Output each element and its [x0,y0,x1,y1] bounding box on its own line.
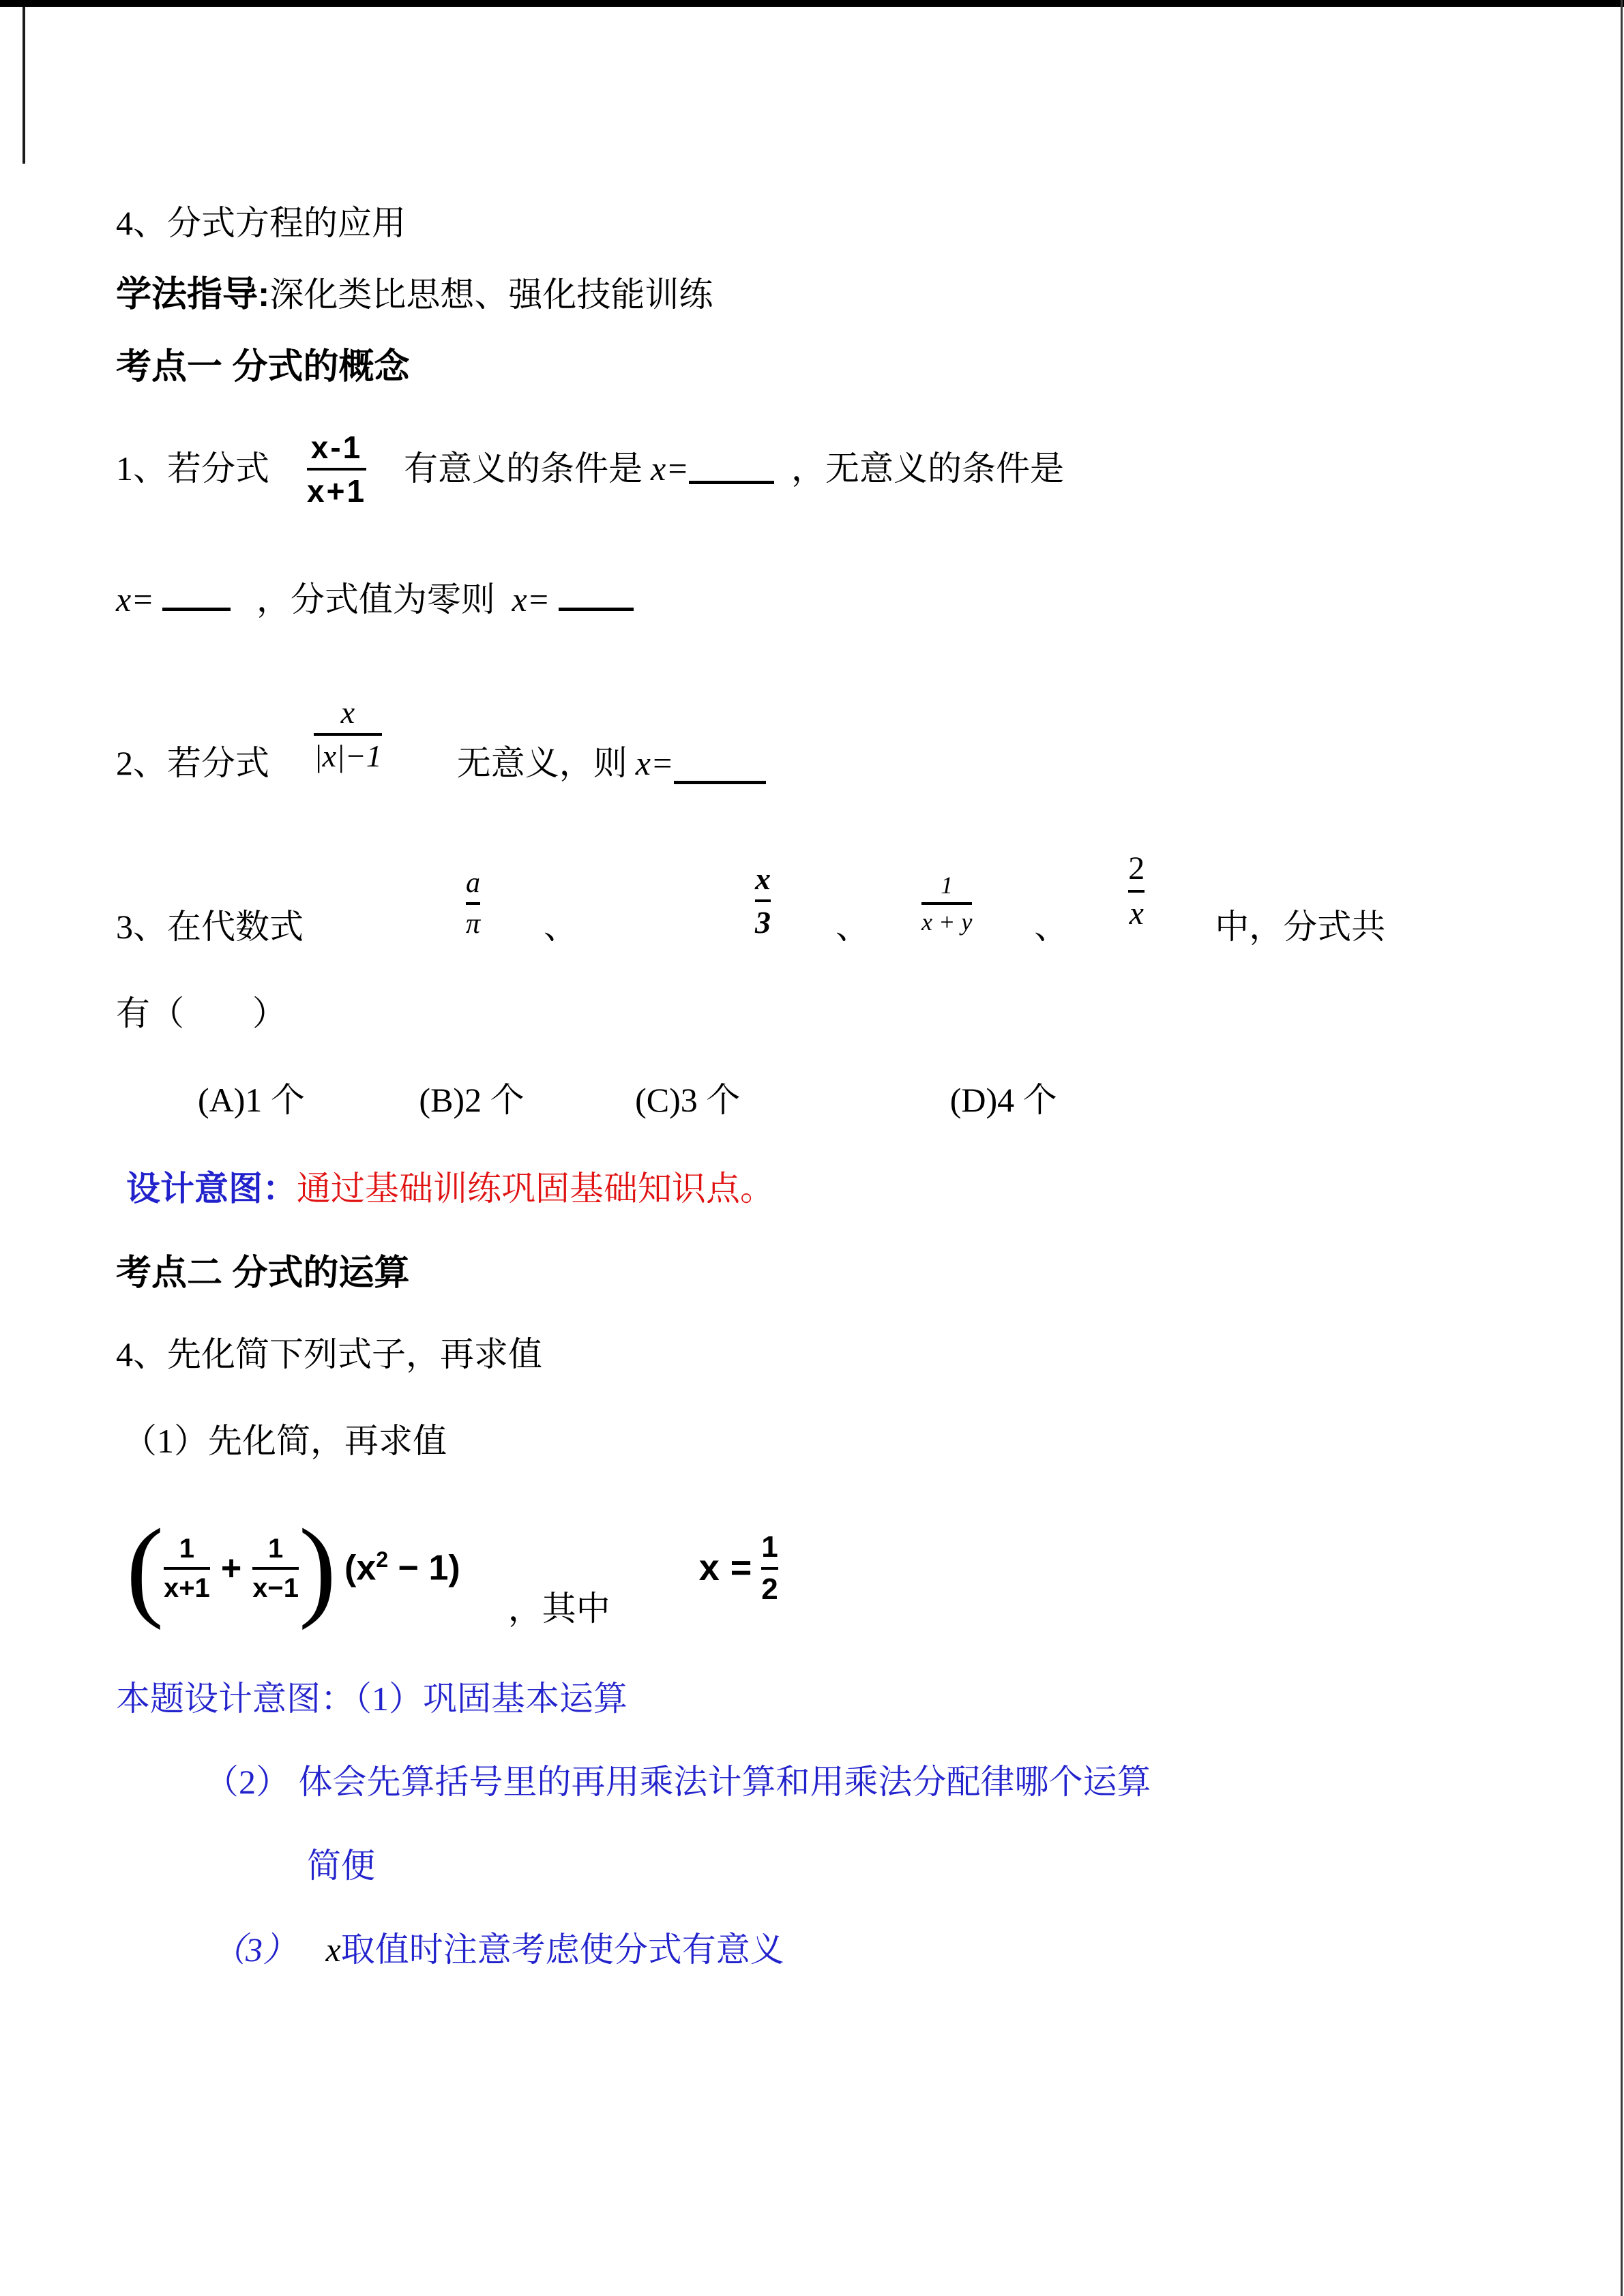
poly-exponent: 2 [376,1547,389,1572]
formula-frac1-denominator: x+1 [163,1573,210,1603]
q1-fraction [307,429,367,509]
q3-frac2-bar [755,899,771,902]
design-intent-label: 设计意图： [126,1169,297,1208]
section1-title-text: 考点一 分式的概念 [116,347,410,387]
q2-fraction [314,697,382,772]
formula-where-text: ，其中 [507,1589,610,1628]
blank-underline [674,754,766,784]
poly-base: (x [344,1548,377,1588]
q4-intent-line3-text: 简便 [307,1847,375,1885]
x-variable: x [698,1547,720,1589]
question1-line2 [116,578,634,621]
blank-underline [559,580,634,611]
formula-frac2-numerator: 1 [267,1534,284,1564]
question4-formula [126,1507,778,1630]
q3-frac3-numerator: 1 [941,871,954,899]
question1-line1 [116,406,1064,532]
q2-prefix: 2、若分式 [116,743,269,782]
q3-frac4-denominator: x [1129,895,1144,931]
study-guide-line [116,273,713,317]
q3-frac2-denominator: 3 [755,905,771,940]
formula-frac2-denominator: x−1 [252,1573,299,1603]
q4-intent-line4 [211,1928,784,1971]
q3-frac1-bar [466,902,480,905]
q1-fraction-bar [307,468,366,471]
option-a: (A)1 个 [198,1081,305,1119]
q1-condition2: ，无意义的条件是 [791,449,1064,488]
q3-frac4-numerator: 2 [1128,850,1145,886]
intro-item-text: 4、分式方程的应用 [116,204,406,242]
q3-separator-3: 、 [1034,907,1069,946]
q4-sub1-text: （1）先化简，再求值 [123,1422,447,1460]
formula-frac1-bar [164,1567,210,1570]
formula-frac2-bar [252,1567,299,1570]
q4-intent-line4-number: （3） [211,1930,297,1969]
blank-underline [689,453,774,484]
q1-fraction-denominator: x+1 [307,473,367,509]
section2-title-text: 考点二 分式的运算 [116,1253,410,1293]
q3-answer-paren: 有（ ） [116,994,286,1032]
x-value-numerator: 1 [761,1530,778,1564]
option-b: (B)2 个 [419,1081,525,1119]
right-border-line [1621,0,1623,2296]
q4-intent-line4-text: 取值时注意考虑使分式有意义 [340,1930,784,1969]
q3-frac4-bar [1128,890,1145,893]
top-border-line [0,0,1624,7]
formula-fraction-2 [252,1535,299,1602]
design-intent-text: 通过基础训练巩固基础知识点。 [297,1169,774,1208]
x-value-denominator: 2 [761,1572,778,1606]
q4-intent-line2 [205,1761,1151,1804]
q3-frac1-numerator: a [466,867,481,899]
question4-title [116,1333,542,1376]
q3-fraction-a-pi [460,869,486,938]
study-guide-label: 学法指导: [116,275,270,314]
q3-frac1-denominator: π [466,908,481,940]
q3-frac3-denominator: x + y [921,908,973,936]
design-intent-line [126,1167,774,1210]
plus-operator: + [220,1548,242,1588]
blank-underline [162,580,231,611]
q3-suffix: 中，分式共 [1215,907,1386,946]
q4-intent-line3 [307,1845,375,1888]
q1-x-equals-3: x= [512,580,550,618]
option-d: (D)4 个 [949,1081,1057,1119]
formula-left-paren: ( [126,1506,164,1631]
q3-fraction-x-3 [748,863,778,938]
x-value-fraction [761,1532,778,1605]
section1-title [116,345,409,389]
question3-line2 [116,992,286,1035]
x-value-bar [761,1567,778,1570]
q3-frac3-bar [921,902,972,905]
q2-suffix: 无意义，则 [456,743,628,782]
q3-prefix: 3、在代数式 [116,907,304,946]
q3-fraction-1-xy [917,873,976,934]
q2-fraction-bar [314,733,382,736]
q4-intent-line1-text: 本题设计意图：（1）巩固基本运算 [116,1680,628,1718]
q3-separator-1: 、 [544,907,578,946]
q1-x-equals-2: x= [116,580,154,618]
formula-fraction-1 [164,1535,210,1602]
formula-frac1-numerator: 1 [179,1534,194,1564]
option-c: (C)3 个 [635,1081,741,1119]
q1-condition1: 有意义的条件是 [404,449,643,488]
q4-title-text: 4、先化简下列式子，再求值 [116,1335,542,1373]
q1-zero-condition: ，分式值为零则 [256,580,495,618]
equals-sign: = [730,1547,752,1589]
section2-title [116,1251,409,1296]
q3-fraction-2-x [1123,852,1150,930]
q2-fraction-numerator: x [340,695,355,730]
left-border-tick [23,7,25,164]
question2-line [116,644,766,784]
q1-prefix: 1、若分式 [116,449,269,488]
intro-item-line [116,202,406,245]
question4-sub1 [123,1420,447,1463]
q2-fraction-denominator: |x|−1 [314,739,382,773]
q3-frac2-numerator: x [755,861,771,896]
formula-polynomial [344,1546,460,1590]
poly-rest: − 1) [388,1548,460,1588]
q3-separator-2: 、 [836,907,870,946]
q2-x-equals: x= [635,743,674,782]
formula-right-paren: ) [299,1506,336,1631]
x-value-group [699,1532,778,1605]
q1-fraction-numerator: x-1 [310,429,363,465]
question3-options [116,1079,1057,1122]
q4-intent-line1 [116,1678,628,1720]
q1-x-equals-1: x= [651,449,689,488]
question3-line1 [116,794,1385,948]
study-guide-text: 深化类比思想、强化技能训练 [269,275,713,314]
q4-intent-line2-text: （2） 体会先算括号里的再用乘法计算和用乘法分配律哪个运算 [205,1763,1151,1801]
q4-intent-line4-x: x [325,1930,341,1969]
